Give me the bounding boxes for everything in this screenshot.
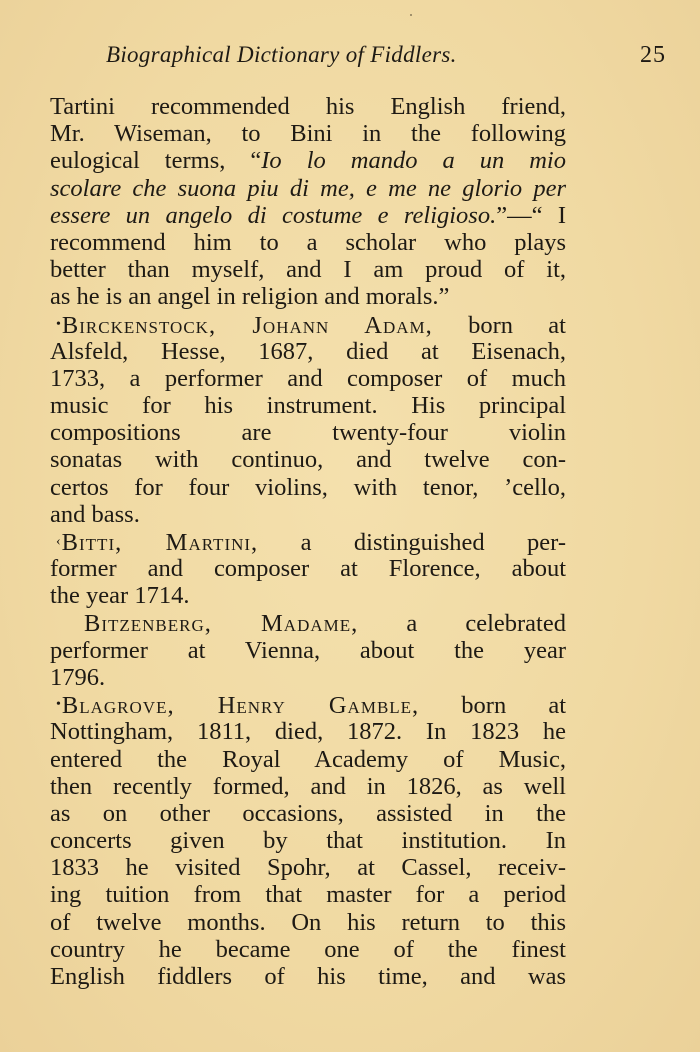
entry-heading-line: [50, 528, 566, 555]
text-line: Alsfeld, Hesse, 1687, died at Eisenach,: [50, 337, 566, 365]
text-fragment: a celebrated: [358, 609, 566, 637]
italian-quote: Io lo mando a un mio: [261, 147, 566, 175]
text-line: certos for four violins, with tenor, ’cello,: [50, 473, 566, 501]
paper-speck: [410, 14, 412, 16]
page-number: 25: [640, 42, 666, 68]
text-line: ing tuition from that master for a period: [50, 881, 566, 909]
entry-heading-line: [50, 610, 566, 637]
text-fragment: born at: [432, 311, 566, 339]
entry-name-blagrove: Blagrove, Henry Gamble,: [61, 692, 420, 720]
text-line: as he is an angel in religion and morals.”: [50, 283, 450, 311]
text-fragment: ”—“ I: [496, 201, 566, 229]
text-line: music for his instrument. His principal: [50, 392, 566, 420]
text-line: and bass.: [50, 500, 140, 528]
text-line: country he became one of the finest: [50, 935, 566, 963]
text-line: entered the Royal Academy of Music,: [50, 745, 566, 773]
entry-heading-line: [50, 691, 566, 718]
body-text: [50, 93, 566, 990]
margin-mark: •: [56, 697, 61, 713]
italian-quote: essere un angelo di costume e religioso.: [50, 201, 497, 229]
entry-heading-line: [50, 311, 566, 338]
margin-mark: •: [56, 316, 61, 332]
text-line: compositions are twenty-four violin: [50, 419, 566, 447]
italian-quote-line: scolare che suona piu di me, e me ne glorio per: [50, 174, 566, 202]
running-title: Biographical Dictionary of Fiddlers.: [106, 42, 457, 67]
text-line: the year 1714.: [50, 582, 190, 610]
text-line: Mr. Wiseman, to Bini in the following: [50, 120, 566, 148]
text-line: former and composer at Florence, about: [50, 555, 566, 583]
text-line: 1796.: [50, 663, 106, 691]
text-fragment: a distinguished per-: [258, 529, 567, 556]
text-line: 1833 he visited Spohr, at Cassel, receiv-: [50, 854, 566, 882]
text-line: [50, 202, 566, 229]
text-line: [50, 147, 566, 174]
text-line: Tartini recommended his English friend,: [50, 93, 566, 120]
text-line: concerts given by that institution. In: [50, 827, 566, 855]
text-line: as on other occasions, assisted in the: [50, 799, 566, 827]
text-line: better than myself, and I am proud of it,: [50, 256, 566, 284]
text-line: recommend him to a scholar who plays: [50, 228, 566, 256]
text-line: 1733, a performer and composer of much: [50, 364, 566, 392]
text-line: then recently formed, and in 1826, as well: [50, 772, 566, 800]
text-line: performer at Vienna, about the year: [50, 636, 566, 664]
entry-name-bitzenberg: Bitzenberg, Madame,: [84, 609, 359, 637]
margin-mark: ‹: [56, 534, 61, 549]
text-line: English fiddlers of his time, and was: [50, 963, 566, 990]
text-fragment: born at: [419, 692, 566, 720]
page-header: [50, 42, 666, 76]
text-line: sonatas with continuo, and twelve con-: [50, 446, 566, 474]
text-fragment: eulogical terms, “: [50, 147, 262, 175]
text-line: Nottingham, 1811, died, 1872. In 1823 he: [50, 718, 566, 746]
entry-name-birckenstock: Birckenstock, Johann Adam,: [61, 311, 433, 339]
text-line: of twelve months. On his return to this: [50, 908, 566, 936]
entry-name-bitti: Bitti, Martini,: [61, 529, 259, 556]
